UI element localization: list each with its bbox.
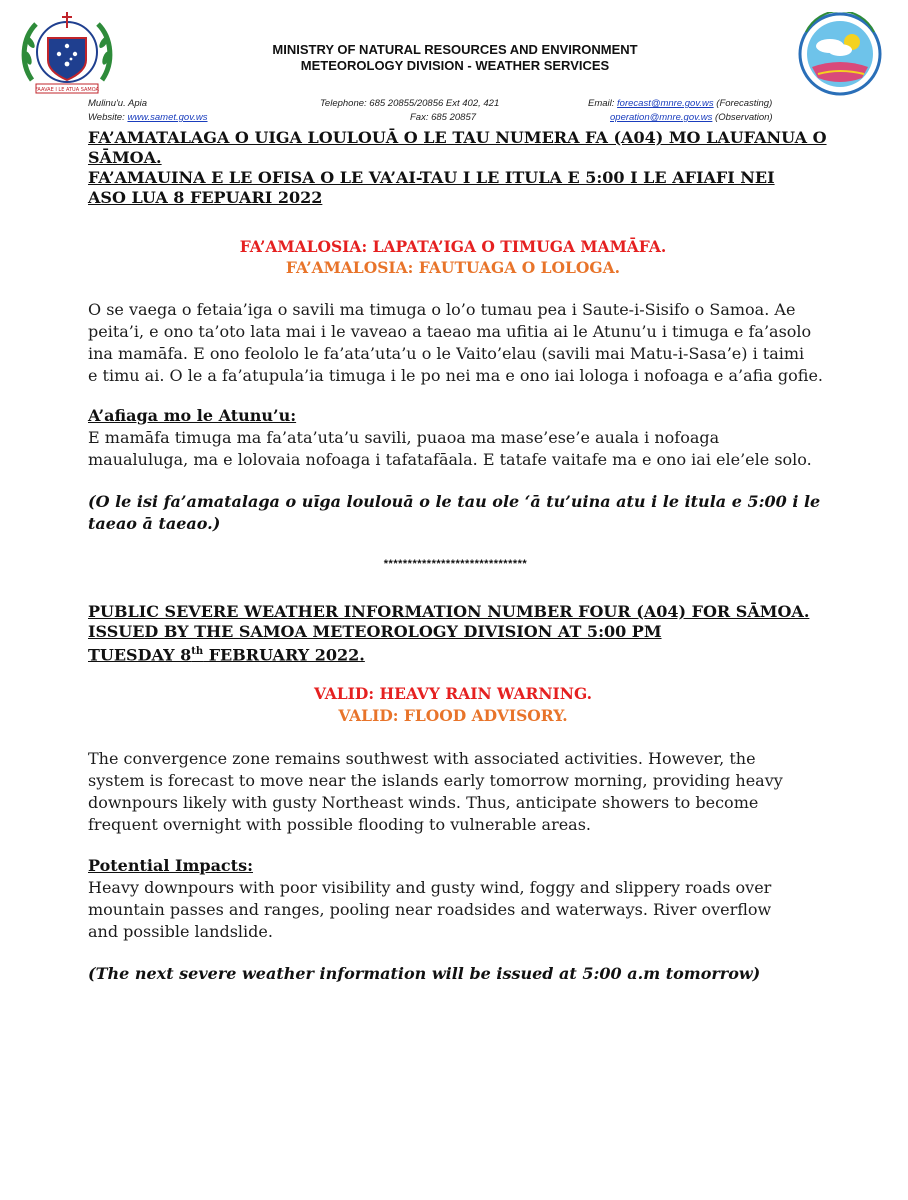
title-date-text: TUESDAY 8 [88,645,192,665]
english-title-line: ISSUED BY THE SAMOA METEOROLOGY DIVISION AT 5:00 PM [88,622,662,641]
email-observation-group [610,112,773,123]
forecast-note: (Forecasting) [713,98,773,109]
paragraph-line: system is forecast to move near the islands early tomorrow morning, providing heavy [88,771,783,790]
observation-note: (Observation) [712,112,773,123]
title-date-suffix: th [191,646,204,657]
english-flood-advisory: VALID: FLOOD ADVISORY. [338,706,568,725]
english-next-issue-note: (The next severe weather information will be issued at 5:00 a.m tomorrow) [88,964,761,983]
title-date-text: FEBRUARY 2022. [203,645,365,665]
paragraph-line: e timu ai. O le a fa’atupula’ia timuga i le po nei ma e ono iai lologa i nofoaga e a’afia gofie. [88,366,823,385]
samoan-heavy-rain-warning: FA’AMALOSIA: LAPATA’IGA O TIMUGA MAMĀFA. [239,237,667,256]
meteorology-division-logo [790,12,890,96]
contact-row-2 [88,112,818,124]
paragraph-line: Heavy downpours with poor visibility and gusty wind, foggy and slippery roads over [88,878,772,897]
paragraph-line: and possible landslide. [88,922,273,941]
samoan-title-line: ASO LUA 8 FEPUARI 2022 [88,188,323,207]
paragraph-line: maualuluga, ma e lolovaia nofoaga i tafatafāala. E tatafe vaitafe ma e ono iai ele’ele solo. [88,450,812,469]
samoan-title-line: FA’AMAUINA E LE OFISA O LE VA’AI-TAU I LE ITULA E 5:00 I LE AFIAFI NEI [88,168,775,187]
note-line: taeao ā taeao.) [88,514,221,533]
ministry-name: MINISTRY OF NATURAL RESOURCES AND ENVIRONMENT [272,42,638,57]
email-forecast-group [588,98,772,109]
section-separator: ****************************** [383,558,528,570]
english-title [88,602,828,665]
address: Mulinu'u. Apia [88,98,148,109]
samoa-coat-of-arms-logo [18,8,116,96]
email-label: Email: [588,98,618,109]
samoan-title-line: SĀMOA. [88,148,162,167]
samoan-next-issue-note [88,491,823,535]
paragraph-line: mountain passes and ranges, pooling near roadsides and waterways. River overflow [88,900,772,919]
english-impacts-heading: Potential Impacts: [88,856,253,875]
samoan-title-line: FA’AMATALAGA O UIGA LOULOUĀ O LE TAU NUMERA FA (A04) MO LAUFANUA O [88,128,827,147]
paragraph-line: E mamāfa timuga ma fa’ata’uta’u savili, puaoa ma mase’ese’e auala i nofoaga [88,428,720,447]
paragraph-line: downpours likely with gusty Northeast winds. Thus, anticipate showers to become [88,793,759,812]
english-heavy-rain-warning: VALID: HEAVY RAIN WARNING. [313,684,593,703]
english-title-line [88,642,828,665]
samoan-impacts-paragraph [88,427,823,471]
english-impacts-paragraph [88,877,823,943]
samoan-impacts-heading: A’afiaga mo le Atunu’u: [88,406,297,425]
samoan-forecast-paragraph [88,299,823,387]
website-label: Website: [88,112,128,123]
ministry-heading [200,42,710,74]
note-line: (O le isi fa’amatalaga o uīga loulouā o le tau ole ‘ā tu’uina atu i le itula e 5:00 i le [88,492,821,511]
english-forecast-paragraph [88,748,823,836]
website-group [88,112,208,123]
telephone: Telephone: 685 20855/20856 Ext 402, 421 [320,98,500,109]
paragraph-line: frequent overnight with possible flooding to vulnerable areas. [88,815,592,834]
forecast-email-link[interactable]: forecast@mnre.gov.ws [617,98,714,109]
website-link[interactable]: www.samet.gov.ws [127,112,208,123]
english-title-line: PUBLIC SEVERE WEATHER INFORMATION NUMBER FOUR (A04) FOR SĀMOA. [88,602,810,621]
contact-row-1 [88,98,818,110]
paragraph-line: O se vaega o fetaia’iga o savili ma timuga o lo’o tumau pea i Saute-i-Sisifo o Samoa. Ae [88,300,796,319]
observation-email-link[interactable]: operation@mnre.gov.ws [610,112,713,123]
crest-motto: FAAVAE I LE ATUA SAMOA [35,87,99,93]
samoan-flood-advisory: FA’AMALOSIA: FAUTUAGA O LOLOGA. [285,258,621,277]
paragraph-line: peita’i, e ono ta’oto lata mai i le vaveao a taeao ma ufitia ai le Atunu’u i timuga e fa’asolo [88,322,812,341]
paragraph-line: The convergence zone remains southwest with associated activities. However, the [88,749,756,768]
fax: Fax: 685 20857 [410,112,477,123]
division-name: METEOROLOGY DIVISION - WEATHER SERVICES [300,58,610,73]
paragraph-line: ina mamāfa. E ono feololo le fa’ata’uta’u o le Vaito’elau (savili mai Matu-i-Sasa’e) i taimi [88,344,805,363]
samoan-title [88,128,828,208]
